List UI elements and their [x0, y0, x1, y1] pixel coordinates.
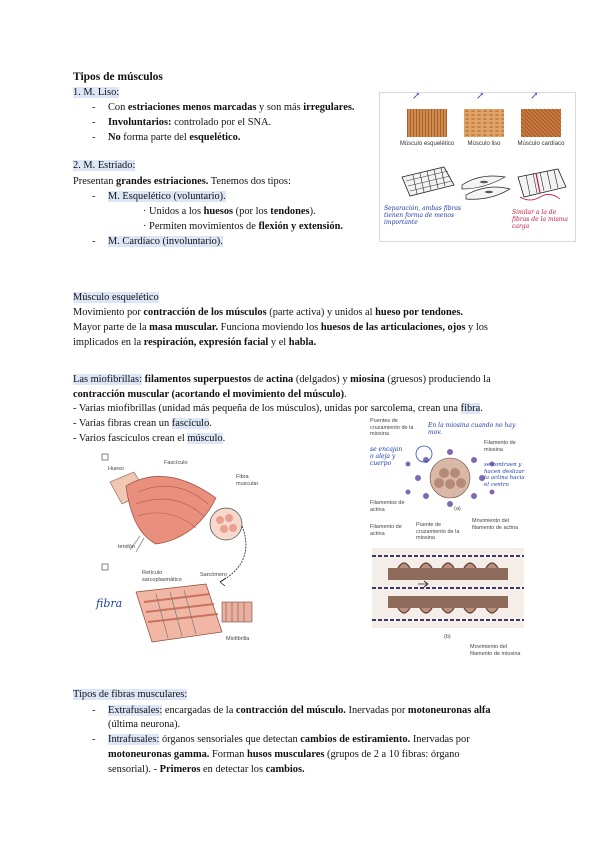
label-puentes-miosina: Puentes de cruzamiento de la miosina: [370, 418, 414, 437]
handwritten-note-top: En la miosina cuando no hay mov.: [428, 422, 516, 436]
muscle-structure-figure: [96, 452, 268, 652]
handwritten-note-left: Separación, ambas fibras tienen forma de menos importante: [384, 205, 462, 226]
annotation-arrow: ↗: [412, 91, 421, 102]
handwritten-fibra: fibra: [96, 597, 123, 610]
estriado-sub-2: · Permiten movimientos de flexión y extensión.: [143, 221, 344, 232]
handwritten-note-left: se encajan o aleja y cuerpo: [370, 446, 403, 467]
esqueletico-line-2: Mayor parte de la masa muscular. Funciona moviendo los huesos de las articulaciones, ojos y los: [73, 322, 488, 333]
handwritten-note-right: Similar a la de fibras de la misma carga: [512, 209, 568, 230]
bullet-dash: -: [92, 191, 96, 202]
smooth-fiber-drawing: [462, 176, 510, 199]
section-liso-heading: 1. M. Liso:: [73, 87, 120, 98]
label-hueso: Hueso: [108, 466, 124, 472]
estriado-esqueletico: M. Esquelético (voluntario).: [108, 191, 226, 202]
panel-marker-b: [102, 564, 108, 570]
fibras-intrafusales: Intrafusales: órganos sensoriales que detectan cambios de estiramiento. Inervadas por: [108, 734, 470, 745]
section-fibras-heading: Tipos de fibras musculares:: [73, 689, 188, 700]
annotation-arrow: ↗: [530, 91, 539, 102]
section-estriado-heading: 2. M. Estriado:: [73, 160, 136, 171]
cardiac-tissue-swatch: [521, 109, 561, 137]
label-movimiento-actina: Movimiento del filamento de actina: [472, 518, 519, 531]
bullet-dash: -: [92, 705, 96, 716]
liso-item-3: No forma parte del esquelético.: [108, 132, 241, 143]
liso-item-2: Involuntarios: controlado por el SNA.: [108, 117, 272, 128]
fibras-extrafusales-line-2: (última neurona).: [108, 719, 181, 730]
bullet-dash: -: [92, 102, 96, 113]
miofibrillas-line-4: - Varias fibras crean un fascículo.: [73, 418, 212, 429]
liso-item-1: Con estriaciones menos marcadas y son más irregulares.: [108, 102, 355, 113]
label-miofibrilla: Miofibrilla: [226, 636, 250, 642]
section-esqueletico-heading: Músculo esquelético: [73, 292, 159, 303]
label-tendon: tendón: [118, 544, 135, 550]
esqueletico-line-1: Movimiento por contracción de los músculos (parte activa) y unidos al hueso por tendones.: [73, 307, 464, 318]
skeletal-tissue-swatch: [407, 109, 447, 137]
annotation-arrow: ↗: [476, 91, 485, 102]
fibras-extrafusales: Extrafusales: encargadas de la contracción del músculo. Inervadas por motoneuronas alfa: [108, 705, 491, 716]
panel-letter-b: (b): [444, 634, 451, 640]
label-filamentos-actina: Filamentos de actina: [370, 500, 405, 513]
label-puente-cruzamiento: Puente de cruzamiento de la miosina: [416, 522, 460, 541]
fibras-intrafusales-line-3: sensorial). - Primeros en detectar los cambios.: [108, 764, 305, 775]
smooth-tissue-swatch: [464, 109, 504, 137]
label-cardiac: Músculo cardíaco: [517, 141, 565, 147]
myofibril-drawing: [136, 584, 252, 642]
bullet-dash: -: [92, 117, 96, 128]
fibras-intrafusales-line-2: motoneuronas gamma. Forman husos musculares (grupos de 2 a 10 fibras: órgano: [108, 749, 460, 760]
estriado-cardiaco: M. Cardíaco (involuntario).: [108, 236, 223, 247]
esqueletico-line-3: implicados en la respiración, expresión facial y el habla.: [73, 337, 317, 348]
panel-marker-a: [102, 454, 108, 460]
label-fibra-muscular: Fibra muscular: [236, 474, 259, 487]
miofibrillas-line-3: - Varias miofibrillas (unidad más pequeña de los músculos), unidas por sarcolema, crean una fibra.: [73, 403, 483, 414]
estriado-intro: Presentan grandes estriaciones. Tenemos dos tipos:: [73, 176, 291, 187]
bullet-dash: -: [92, 132, 96, 143]
page-title: Tipos de músculos: [73, 71, 163, 83]
bullet-dash: -: [92, 236, 96, 247]
miofibrillas-line-1: Las miofibrillas: filamentos superpuestos de actina (delgados) y miosina (gruesos) produciendo la: [73, 374, 491, 385]
label-fasciculo: Fascículo: [164, 460, 188, 466]
muscle-types-figure: [379, 92, 576, 242]
cardiac-fiber-drawing: [518, 169, 566, 200]
handwritten-note-right: se contraen y hacen deslizar la actina hacia el centro: [484, 462, 525, 488]
cross-section-drawing: [406, 446, 495, 507]
filament-drawing: [372, 548, 524, 628]
miofibrillas-line-5: - Varios fascículos crean el músculo.: [73, 433, 226, 444]
label-reticulo: Retículo sarcoplasmático: [142, 570, 182, 583]
panel-letter-a: (a): [454, 506, 461, 512]
sarcomere-figure: [368, 418, 528, 668]
bullet-dash: -: [92, 734, 96, 745]
bone-and-muscle-drawing: [110, 472, 216, 552]
label-smooth: Músculo liso: [467, 141, 501, 147]
label-skeletal: Músculo esquelético: [399, 141, 455, 147]
label-movimiento-miosina: Movimiento del filamento de miosina: [470, 644, 521, 657]
label-filamento-actina: Filamento de actina: [370, 524, 402, 537]
label-filamento-miosina: Filamento de miosina: [484, 440, 516, 453]
estriado-sub-1: · Unidos a los huesos (por los tendones).: [143, 206, 316, 217]
label-sarcomero: Sarcómero: [200, 572, 227, 578]
skeletal-fiber-drawing: [402, 167, 454, 196]
miofibrillas-line-2: contracción muscular (acortando el movimiento del músculo).: [73, 389, 347, 400]
